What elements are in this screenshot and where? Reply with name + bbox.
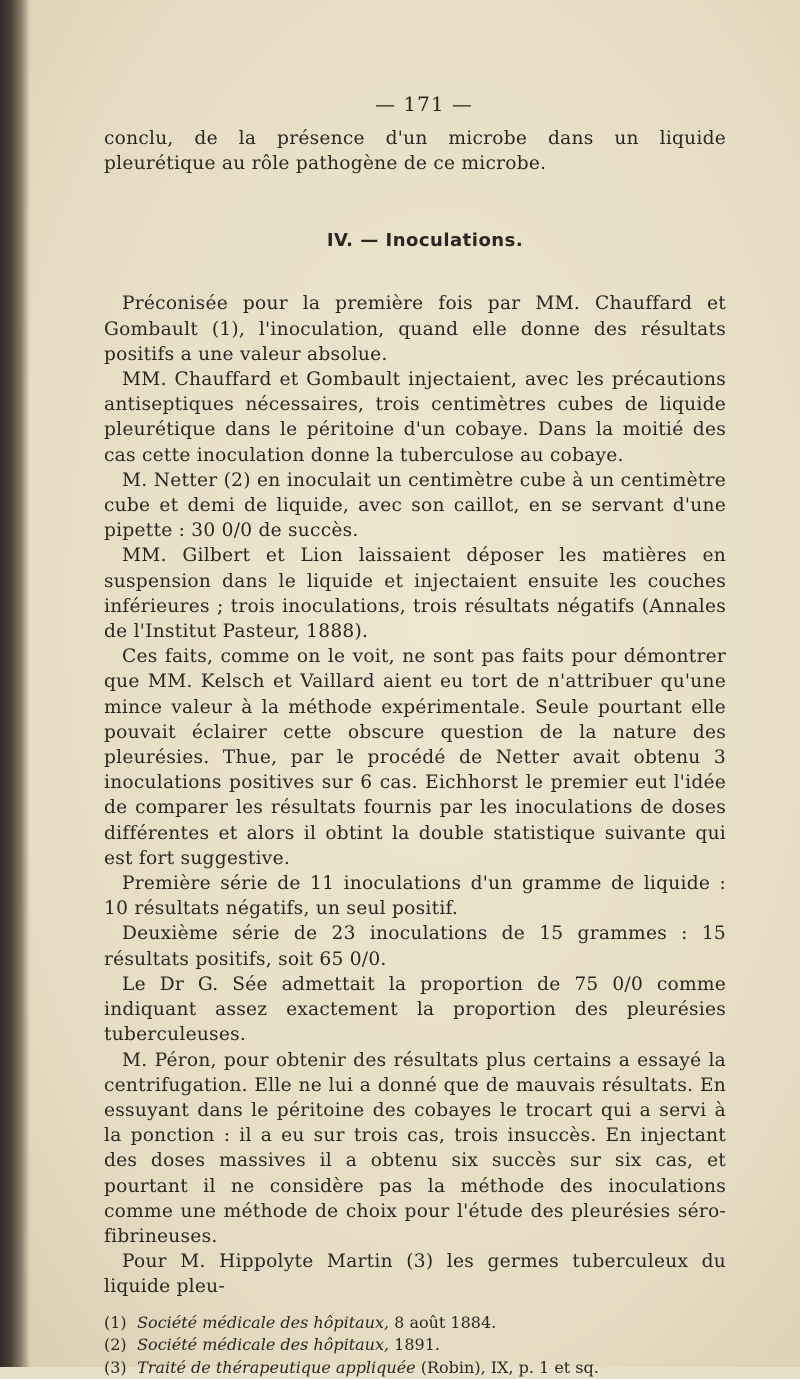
paragraph-3: M. Netter (2) en inoculait un centimètre cube à un centimètre cube et demi de liquide, avec son caillot, en se servant d'une pipette : 30 0/0 de succès. <box>104 469 726 542</box>
paragraph-1: Préconisée pour la première fois par MM. Chauffard et Gombault (1), l'inoculation, quand elle donne des résultats positifs a une valeur absolue. <box>104 293 726 365</box>
footnote-details: (Robin), IX, p. 1 et sq. <box>420 1357 599 1377</box>
footnote-1 <box>104 1312 726 1335</box>
paragraph-8: Le Dr G. Sée admettait la proportion de 75 0/0 comme indiquant assez exactement la proportion des pleurésies tuberculeuses. <box>104 973 726 1046</box>
intro-paragraph: conclu, de la présence d'un microbe dans un liquide pleurétique au rôle pathogène de ce microbe. <box>104 128 726 175</box>
footnote-3 <box>104 1357 726 1379</box>
page-content <box>104 92 726 1379</box>
paragraph-6: Première série de 11 inoculations d'un gramme de liquide : 10 résultats négatifs, un seul positif. <box>104 873 726 920</box>
footnote-source: Société médicale des hôpitaux, <box>137 1312 390 1332</box>
book-binding-edge <box>0 0 30 1367</box>
page-number: — 171 — <box>375 92 473 116</box>
paragraph-4: MM. Gilbert et Lion laissaient déposer les matières en suspension dans le liquide et injectaient ensuite les couches inférieures ; trois inoculations, trois résultats négatifs (Annales de l'Institut Pasteur, 1888). <box>104 545 726 643</box>
footnote-number: (3) <box>104 1357 127 1377</box>
paragraph-10: Pour M. Hippolyte Martin (3) les germes tuberculeux du liquide pleu- <box>104 1251 726 1298</box>
paragraph-9: M. Péron, pour obtenir des résultats plus certains a essayé la centrifugation. Elle ne lui a donné que de mauvais résultats. En essuyant dans le péritoine des cobayes le trocart qui a servi à la ponction : il a eu sur trois cas, trois insuccès. En injectant des doses massives il a obtenu six succès sur six cas, et pourtant il ne considère pas la méthode des inoculations comme une méthode de choix pour l'étude des pleurésies séro-fibrineuses. <box>104 1049 726 1247</box>
paragraph-2: MM. Chauffard et Gombault injectaient, avec les précautions antiseptiques nécessaires, trois centimètres cubes de liquide pleurétique dans le péritoine d'un cobaye. Dans la moitié des cas cette inoculation donne la tuberculose au cobaye. <box>104 369 726 466</box>
footnote-2 <box>104 1334 726 1357</box>
footnote-details: 8 août 1884. <box>394 1312 497 1332</box>
footnote-number: (1) <box>104 1312 127 1332</box>
paragraph-7: Deuxième série de 23 inoculations de 15 grammes : 15 résultats positifs, soit 65 0/0. <box>104 923 726 970</box>
section-heading: IV. — Inoculations. <box>326 230 524 252</box>
paragraph-5: Ces faits, comme on le voit, ne sont pas faits pour démontrer que MM. Kelsch et Vaillard aient eu tort de n'attribuer qu'une mince valeur à la méthode expérimentale. Seule pourtant elle pouvait éclairer cette obscure question de la nature des pleurésies. Thue, par le procédé de Netter avait obtenu 3 inoculations positives sur 6 cas. Eichhorst le premier eut l'idée de comparer les résultats fournis par les inoculations de doses différentes et alors il obtint la double statistique suivante qui est fort suggestive. <box>104 646 726 869</box>
footnote-source: Société médicale des hôpitaux, <box>137 1335 390 1355</box>
footnote-source: Traité de thérapeutique appliquée <box>137 1357 416 1377</box>
footnotes <box>104 1312 726 1379</box>
footnote-details: 1891. <box>394 1335 440 1355</box>
footnote-number: (2) <box>104 1335 127 1355</box>
